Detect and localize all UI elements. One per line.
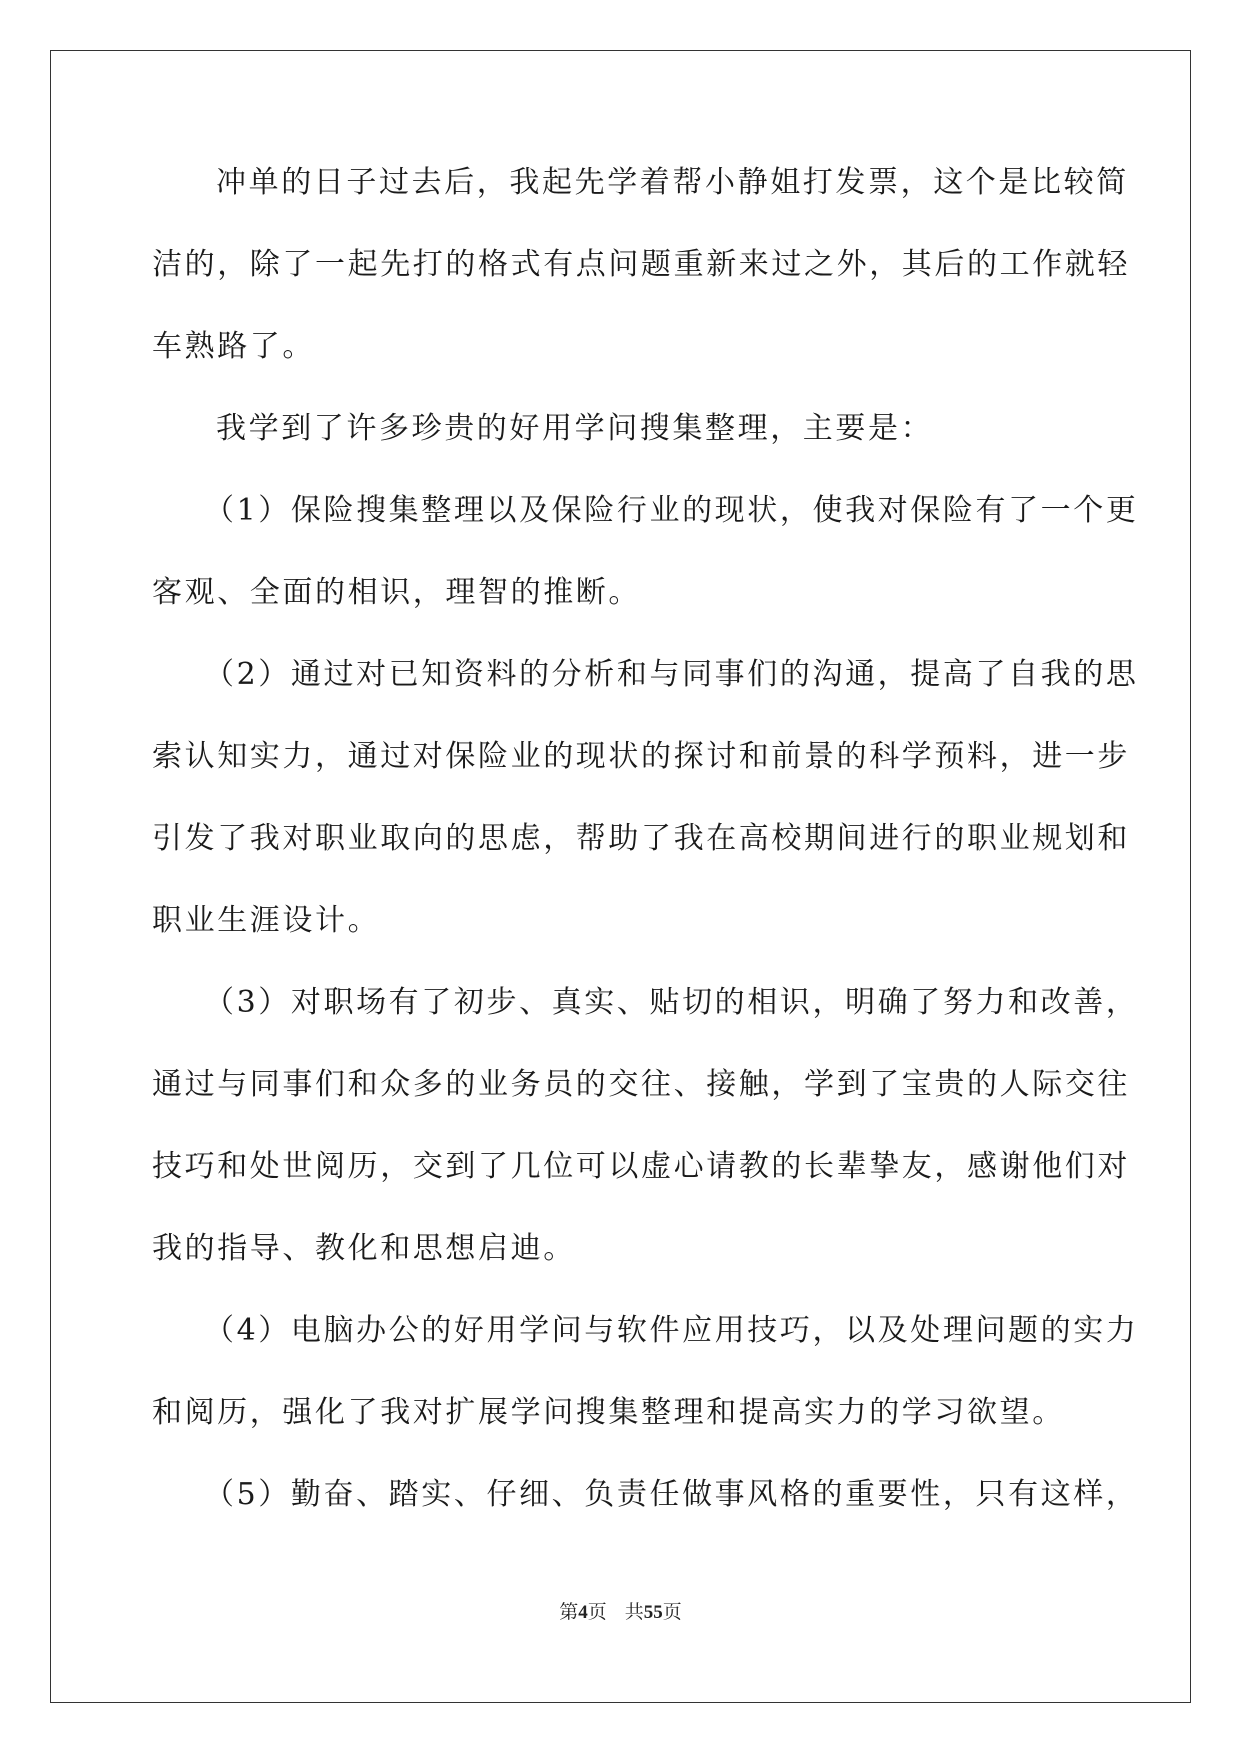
text-line: 职业生涯设计。	[152, 903, 381, 938]
text-line: （1）保险搜集整理以及保险行业的现状，使我对保险有了一个更	[204, 493, 1139, 528]
page-footer	[0, 1597, 1241, 1624]
text-line: （5）勤奋、踏实、仔细、负责任做事风格的重要性，只有这样，	[204, 1477, 1139, 1512]
text-line: 技巧和处世阅历，交到了几位可以虚心请教的长辈挚友，感谢他们对	[152, 1149, 1130, 1184]
page-border	[50, 50, 1191, 1703]
text-line: 索认知实力，通过对保险业的现状的探讨和前景的科学预料，进一步	[152, 739, 1130, 774]
text-line: 洁的，除了一起先打的格式有点问题重新来过之外，其后的工作就轻	[152, 247, 1130, 282]
page-number: 4	[578, 1602, 588, 1623]
text-line: 引发了我对职业取向的思虑，帮助了我在高校期间进行的职业规划和	[152, 821, 1130, 856]
text-line: （3）对职场有了初步、真实、贴切的相识，明确了努力和改善，	[204, 985, 1139, 1020]
total-prefix: 共	[624, 1602, 644, 1623]
text-line: （2）通过对已知资料的分析和与同事们的沟通，提高了自我的思	[204, 657, 1139, 692]
text-line: 和阅历，强化了我对扩展学问搜集整理和提高实力的学习欲望。	[152, 1395, 1065, 1430]
text-line: 冲单的日子过去后，我起先学着帮小静姐打发票，这个是比较简	[216, 165, 1129, 200]
text-line: 我学到了许多珍贵的好用学问搜集整理，主要是：	[216, 411, 934, 446]
text-line: 通过与同事们和众多的业务员的交往、接触，学到了宝贵的人际交往	[152, 1067, 1130, 1102]
text-line: 客观、全面的相识，理智的推断。	[152, 575, 641, 610]
page-unit: 页	[587, 1602, 607, 1623]
text-line: （4）电脑办公的好用学问与软件应用技巧，以及处理问题的实力	[204, 1313, 1139, 1348]
total-pages: 55	[643, 1602, 663, 1623]
total-unit: 页	[662, 1602, 682, 1623]
text-line: 我的指导、教化和思想启迪。	[152, 1231, 576, 1266]
text-line: 车熟路了。	[152, 329, 315, 364]
page-prefix: 第	[559, 1602, 579, 1623]
